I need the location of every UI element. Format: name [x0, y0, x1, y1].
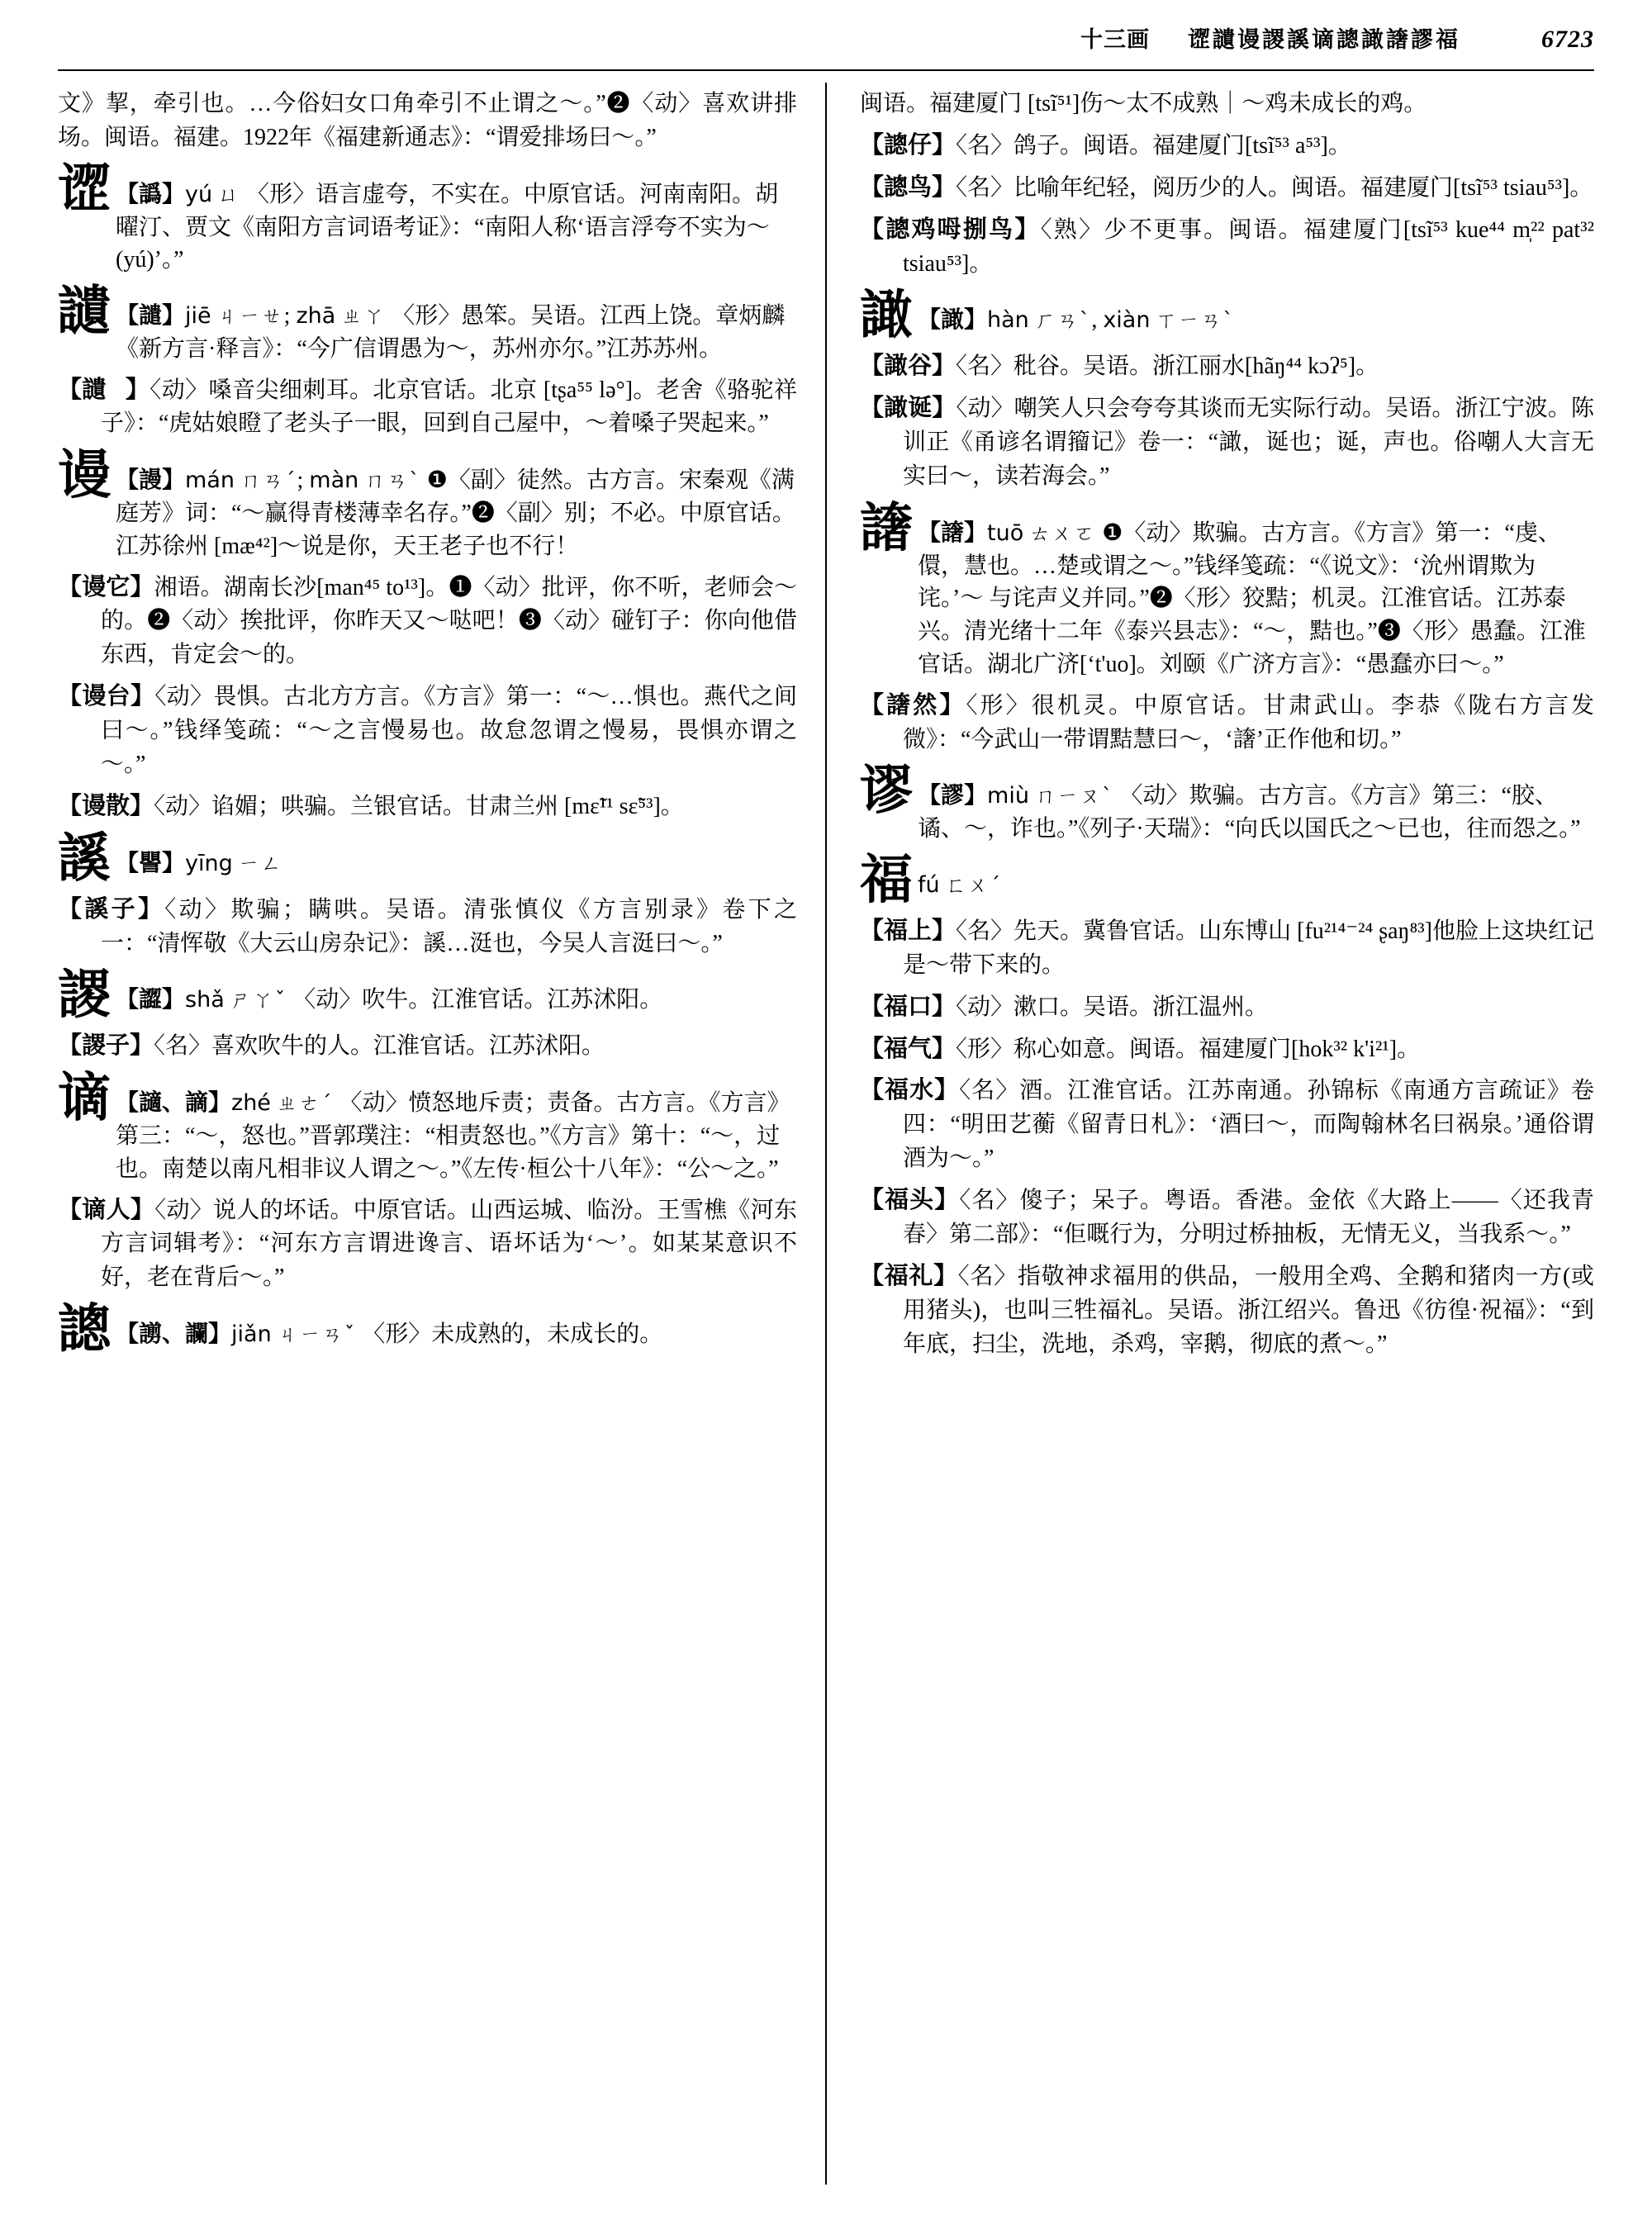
sub-entry [58, 570, 797, 673]
entry-headword [58, 827, 797, 890]
continuation-paragraph: 闽语。福建厦门 [tsĩ⁵¹]伤～太不成熟｜～鸡未成长的鸡。 [860, 91, 1427, 116]
headword-zhuyin: ㄩ [218, 182, 241, 206]
headword-definition: 〈形〉语言虚夸，不实在。中原官话。河南南阳。胡曜汀、贾文《南阳方言词语考证》：“南阳人称‘语言浮夸不实为～(yú)’。” [116, 181, 779, 273]
sub-entry-head: 【谪人】 [58, 1196, 155, 1223]
sub-entry-definition: 〈熟〉少不更事。闽语。福建厦门[tsĩ⁵³ kue⁴⁴ m̩²² pat³² tsiau⁵³]。 [903, 216, 1594, 277]
headword-pinyin: hàn [987, 307, 1029, 334]
sub-entry-head: 【謑子】 [58, 895, 165, 923]
sub-entry [860, 1183, 1594, 1252]
entry-headword: 讉 【譴】jiē ㄐㄧㄝ; zhā ㄓㄚ 〈形〉愚笨。吴语。江西上饶。章炳麟《新方言·释言》：“今广信谓愚为～，苏州亦尔。”江苏苏州。 [58, 280, 786, 362]
sub-entry-head: 【福水】 [860, 1077, 960, 1104]
sub-entry-definition: 〈动〉嗓音尖细刺耳。北京官话。北京 [tʂa⁵⁵ lə°]。老舍《骆驼祥子》：“虎姑娘瞪了老头子一眼，回到自己屋中，～着嗓子哭起来。” [101, 377, 797, 437]
sub-entry-head: 【福上】 [860, 917, 957, 944]
headword-pinyin-alt: màn [309, 467, 359, 494]
headword-variant: 【譀】 [918, 307, 988, 334]
sub-entry [860, 170, 1594, 206]
headword-zhuyin: ㄇㄢˊ [240, 468, 297, 493]
sub-entry-head: 【謥仔】 [860, 131, 957, 159]
headword-zhuyin: ㄊㄨㄛ [1029, 520, 1097, 545]
sub-entry-definition: 〈动〉说人的坏话。中原官话。山西运城、临汾。王雪樵《河东方言词辑考》：“河东方言谓进谗言、语坏话为‘～’。如某某意识不好，老在背后～。” [101, 1197, 797, 1291]
entry-headword [58, 1067, 797, 1185]
headword-pinyin: fú [918, 871, 940, 898]
headword-zhuyin: ㄏㄢˋ [1034, 308, 1092, 333]
sub-entry-definition: 〈名〉喜欢吹牛的人。江淮官话。江苏沭阳。 [154, 1033, 605, 1060]
page-number: 6723 [1541, 26, 1594, 53]
headword-definition: 〈动〉欺骗。古方言。《方言》第三：“胶、谲、～，诈也。”《列子·天瑞》：“向氏以国氏之～已也，往而怨之。” [918, 783, 1581, 842]
sub-entry [860, 128, 1594, 164]
headword-char: 䜧 [58, 158, 111, 221]
sub-entry-definition: 〈动〉欺骗；瞒哄。吴语。清张慎仪《方言别录》卷下之一：“清恽敬《大云山房杂记》：謑…涏也，今吴人言涏曰～。” [101, 896, 797, 956]
headword-char: 譇 [860, 496, 913, 559]
sub-entry-definition: 〈名〉秕谷。吴语。浙江丽水[hãŋ⁴⁴ kɔʔ⁵]。 [956, 353, 1379, 380]
sub-entry [860, 688, 1594, 757]
sub-entry [58, 372, 797, 442]
headword-char: 譀 [860, 284, 913, 347]
headword-pinyin: shǎ [185, 987, 225, 1013]
headword-zhuyin: ㄐㄧㄢˇ [277, 1322, 357, 1347]
sub-entry [860, 391, 1594, 494]
headword-char: 谩 [58, 444, 111, 507]
headword-zhuyin: ㄓㄜˊ [276, 1091, 334, 1116]
sub-entry-head: 【谩散】 [58, 792, 154, 819]
headword-zhuyin-alt: ㄇㄢˋ [364, 468, 421, 493]
sub-entry-definition: 湘语。湖南长沙[man⁴⁵ to¹³]。❶〈动〉批评，你不听，老师会～的。❷〈动〉挨批评，你昨天又～哒吧！❸〈动〉碰钉子：你向他借东西，肯定会～的。 [101, 574, 797, 668]
headword-zhuyin: ㄕㄚˇ [230, 988, 287, 1013]
headword-zhuyin: ㄈㄨˊ [945, 872, 1003, 897]
headword-zhuyin: ㄐㄧㄝ [216, 304, 284, 328]
headword-pinyin: zhé [231, 1090, 271, 1117]
headword-char: 謑 [58, 827, 111, 890]
headword-variant: 【譅】 [116, 987, 186, 1013]
headword-pinyin: tuō [987, 520, 1024, 546]
sub-entry-head: 【福口】 [860, 993, 957, 1020]
page-body [58, 83, 1594, 2197]
entry-headword [860, 496, 1594, 681]
sub-entry [58, 679, 797, 782]
headword-variant: 【譻】 [116, 850, 186, 876]
headword-definition: ❶〈动〉欺骗。古方言。《方言》第一：“虔、儇，慧也。…楚或谓之～。”钱绎笺疏：“《说文》：‘沇州谓欺为诧。’～ 与诧声义并同。”❷〈形〉狡黠；机灵。江淮官话。江苏泰兴。清光绪十二年《泰兴县志》：“～，黠也。”❸〈形〉愚蠢。江淮官话。湖北广济[‘t'uo]。刘颐《广济方言》：“愚蠢亦曰～。” [918, 520, 1586, 677]
sub-entry-head: 【福头】 [860, 1187, 960, 1213]
sub-entry-head: 【謥鸟】 [860, 173, 957, 201]
headword-pinyin: jiǎn [231, 1321, 272, 1348]
sub-entry-definition: 〈动〉谄媚；哄骗。兰银官话。甘肃兰州 [mɛ̃¹¹ sɛ̃⁵³]。 [154, 793, 684, 819]
sub-entry-definition: 〈名〉酒。江淮官话。江苏南通。孙锦标《南通方言疏证》卷四：“明田艺蘅《留青日札》：‘酒曰～，而陶翰林名曰祸泉。’通俗谓酒为～。” [903, 1078, 1594, 1172]
sub-entry-definition: 〈动〉漱口。吴语。浙江温州。 [956, 994, 1269, 1020]
headword-pinyin: jiē [185, 303, 211, 329]
sub-entry [58, 789, 797, 824]
headword-variant: 【謾】 [116, 467, 186, 494]
headword-variant: 【讁、謫】 [116, 1090, 232, 1117]
entry-headword-partial [58, 1298, 797, 1361]
header-rule [58, 69, 1594, 71]
headword-definition: 〈形〉未成熟的，未成长的。 [362, 1321, 663, 1348]
sub-entry [58, 1193, 797, 1296]
headword-variant: 【謭、讕】 [116, 1321, 232, 1348]
entry-headword: 谩 【謾】mán ㄇㄢˊ; màn ㄇㄢˋ ❶〈副〉徒然。古方言。宋秦观《满庭芳》词：“～赢得青楼薄幸名存。”❷〈副〉别；不必。中原官话。江苏徐州 [mæ⁴²]～说是你，天王老子也不行！ [58, 444, 795, 559]
headword-zhuyin-alt: ㄓㄚ [341, 304, 387, 328]
headword-pinyin: yīng [185, 850, 233, 876]
headword-pinyin: miù [987, 783, 1029, 809]
entry-headword [58, 158, 797, 277]
headword-char: 谬 [860, 760, 913, 823]
entry-headword: 譀 【譀】hàn ㄏㄢˋ, xiàn ㄒㄧㄢˋ [860, 284, 1235, 347]
headword-pinyin-alt: xiàn [1103, 307, 1151, 334]
sub-entry-definition: 〈动〉畏惧。古北方方言。《方言》第一：“～…惧也。燕代之间曰～。”钱绎笺疏：“～之言慢易也。故怠忽谓之慢易，畏惧亦谓之～。” [101, 684, 797, 777]
sub-entry [860, 989, 1594, 1025]
sub-entry-head: 【福气】 [860, 1035, 957, 1062]
headword-char: 讉 [58, 280, 111, 342]
right-column [827, 83, 1594, 2197]
headword-char: 謥 [58, 1298, 111, 1361]
sub-entry-definition: 〈动〉嘲笑人只会夸夸其谈而无实际行动。吴语。浙江宁波。陈训正《甬谚名谓籀记》卷一：“譀，诞也；诞，声也。俗嘲人大言无实曰～，读若海会。” [903, 396, 1594, 489]
sub-entry [860, 1073, 1594, 1176]
headword-definition: 〈动〉愤怒地斥责；责备。古方言。《方言》第三：“～，怒也。”晋郭璞注：“相责怒也。”《方言》第十：“～，过也。南楚以南凡相非议人谓之～。”《左传·桓公十八年》：“公～之。” [116, 1090, 790, 1182]
entry-headword [58, 964, 797, 1027]
sub-entry [860, 349, 1594, 384]
sub-entry-head: 【谩台】 [58, 683, 155, 710]
header-stroke-count: 十三画 [1080, 27, 1150, 52]
entry-headword [860, 848, 1594, 911]
headword-char: 福 [860, 848, 913, 911]
headword-pinyin: yú [185, 181, 213, 207]
sub-entry-head: 【讉𡜏】 [58, 376, 150, 403]
sub-entry-head: 【谩它】 [58, 573, 154, 600]
headword-pinyin: mán [185, 467, 235, 494]
left-column [58, 83, 825, 2197]
sub-entry-definition: 〈名〉指敬神求福用的供品，一般用全鸡、全鹅和猪肉一方(或用猪头)，也叫三牲福礼。吴语。浙江绍兴。鲁迅《彷徨·祝福》：“到年底，扫尘，洗地，杀鸡，宰鹅，彻底的煮～。” [903, 1263, 1594, 1357]
headword-zhuyin: ㄧㄥ [238, 851, 283, 875]
sub-entry-head: 【謖子】 [58, 1032, 154, 1060]
headword-variant: 【譴】 [116, 303, 186, 329]
sub-entry-head: 【譀谷】 [860, 353, 957, 380]
continuation-paragraph: 文》挈，牵引也。…今俗妇女口角牵引不止谓之～。”❷〈动〉喜欢讲排场。闽语。福建。1922年《福建新通志》：“谓爱排场曰～。” [58, 91, 797, 150]
sub-entry-definition: 〈形〉称心如意。闽语。福建厦门[hok³² k'i²¹]。 [956, 1036, 1421, 1062]
headword-pinyin-alt: zhā [296, 303, 336, 329]
sub-entry [58, 1028, 797, 1064]
page-header [58, 21, 1594, 64]
sub-entry-head: 【謥鸡呣捌鸟】 [860, 216, 1041, 243]
headword-definition: ❶〈副〉徒然。古方言。宋秦观《满庭芳》词：“～赢得青楼薄幸名存。”❷〈副〉别；不必。中原官话。江苏徐州 [mæ⁴²]～说是你，天王老子也不行！ [116, 467, 795, 559]
sub-entry-definition: 〈形〉很机灵。中原官话。甘肃武山。李恭《陇右方言发微》：“今武山一带谓黠慧曰～，‘譇’正作他和切。” [903, 692, 1594, 752]
sub-entry-definition: 〈名〉先天。冀鲁官话。山东博山 [fu²¹⁴⁻²⁴ ʂaŋ⁸³]他脸上这块红记是～带下来的。 [903, 918, 1594, 978]
headword-definition: 〈动〉吹牛。江淮官话。江苏沭阳。 [292, 987, 663, 1013]
sub-entry-definition: 〈名〉傻子；呆子。粤语。香港。金依《大路上——〈还我青春〉第二部》：“佢嘅行为，分明过桥抽板，无情无义，当我系～。” [903, 1188, 1594, 1247]
sub-entry [860, 212, 1594, 282]
headword-zhuyin-alt: ㄒㄧㄢˋ [1156, 308, 1235, 333]
header-char-list: 䜧讉谩謖謑谪謥譀譇謬福 [1188, 27, 1460, 52]
sub-entry-head: 【福礼】 [860, 1262, 958, 1289]
headword-char: 謖 [58, 964, 111, 1027]
headword-definition: 〈形〉愚笨。吴语。江西上饶。章炳麟《新方言·释言》：“今广信谓愚为～，苏州亦尔。”江苏苏州。 [116, 303, 786, 362]
headword-char: 谪 [58, 1067, 111, 1130]
sub-entry-head: 【譇然】 [860, 691, 966, 719]
headword-variant: 【譌】 [116, 181, 186, 207]
sub-entry [58, 892, 797, 961]
sub-entry-head: 【譀诞】 [860, 395, 957, 422]
headword-variant: 【謬】 [918, 783, 988, 809]
sub-entry-definition: 〈名〉比喻年纪轻，阅历少的人。闽语。福建厦门[tsĩ⁵³ tsiau⁵³]。 [956, 174, 1593, 201]
headword-variant: 【譇】 [918, 520, 988, 546]
sub-entry-definition: 〈名〉鸽子。闽语。福建厦门[tsĩ⁵³ a⁵³]。 [956, 132, 1351, 159]
sub-entry [860, 1032, 1594, 1067]
headword-zhuyin: ㄇㄧㄡˋ [1034, 784, 1114, 809]
sub-entry [860, 1259, 1594, 1362]
sub-entry [860, 913, 1594, 983]
entry-headword [860, 760, 1594, 846]
